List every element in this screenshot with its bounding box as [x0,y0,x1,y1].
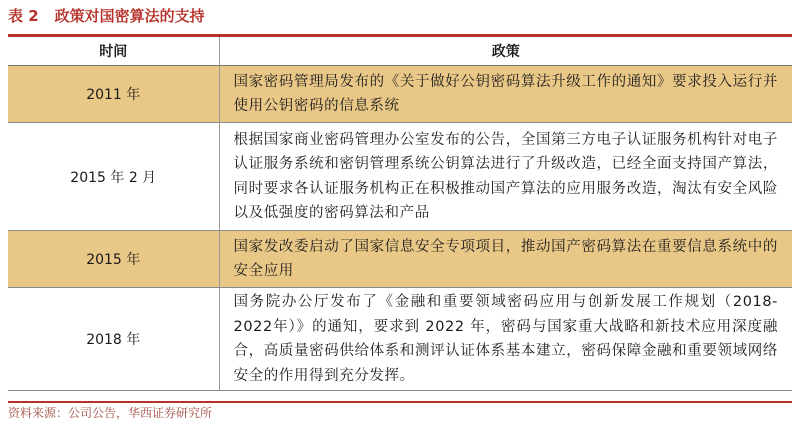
row-time: 2015 年 [8,231,219,288]
row-policy: 国务院办公厅发布了《金融和重要领域密码应用与创新发展工作规划（2018-2022年）》的通知，要求到 2022 年，密码与国家重大战略和新技术应用深度融合，高质量密码供给体系和测评认证体系基本建立，密码保障金融和重要领域网络安全的作用得到充分发挥。 [219,288,792,391]
row-time: 2011 年 [8,66,219,123]
table-number: 表 2 [8,7,39,25]
header-policy: 政策 [219,37,792,66]
row-time: 2015 年 2 月 [8,123,219,231]
source-note: 资料来源：公司公告，华西证券研究所 [8,406,213,420]
policy-table [8,37,792,391]
table-row [8,123,792,231]
table-row [8,288,792,391]
row-time: 2018 年 [8,288,219,391]
row-policy: 根据国家商业密码管理办公室发布的公告，全国第三方电子认证服务机构针对电子认证服务系统和密钥管理系统公钥算法进行了升级改造，已经全面支持国产算法，同时要求各认证服务机构正在积极推动国产算法的应用服务改造，淘汰有安全风险以及低强度的密码算法和产品 [219,123,792,231]
row-policy: 国家密码管理局发布的《关于做好公钥密码算法升级工作的通知》要求投入运行并使用公钥密码的信息系统 [219,66,792,123]
table-title: 政策对国密算法的支持 [54,7,205,25]
header-time: 时间 [8,37,219,66]
table-row [8,66,792,123]
row-policy: 国家发改委启动了国家信息安全专项项目，推动国产密码算法在重要信息系统中的安全应用 [219,231,792,288]
header-row [8,37,792,66]
bottom-rule [8,401,792,403]
table-row [8,231,792,288]
table-caption [8,4,205,28]
